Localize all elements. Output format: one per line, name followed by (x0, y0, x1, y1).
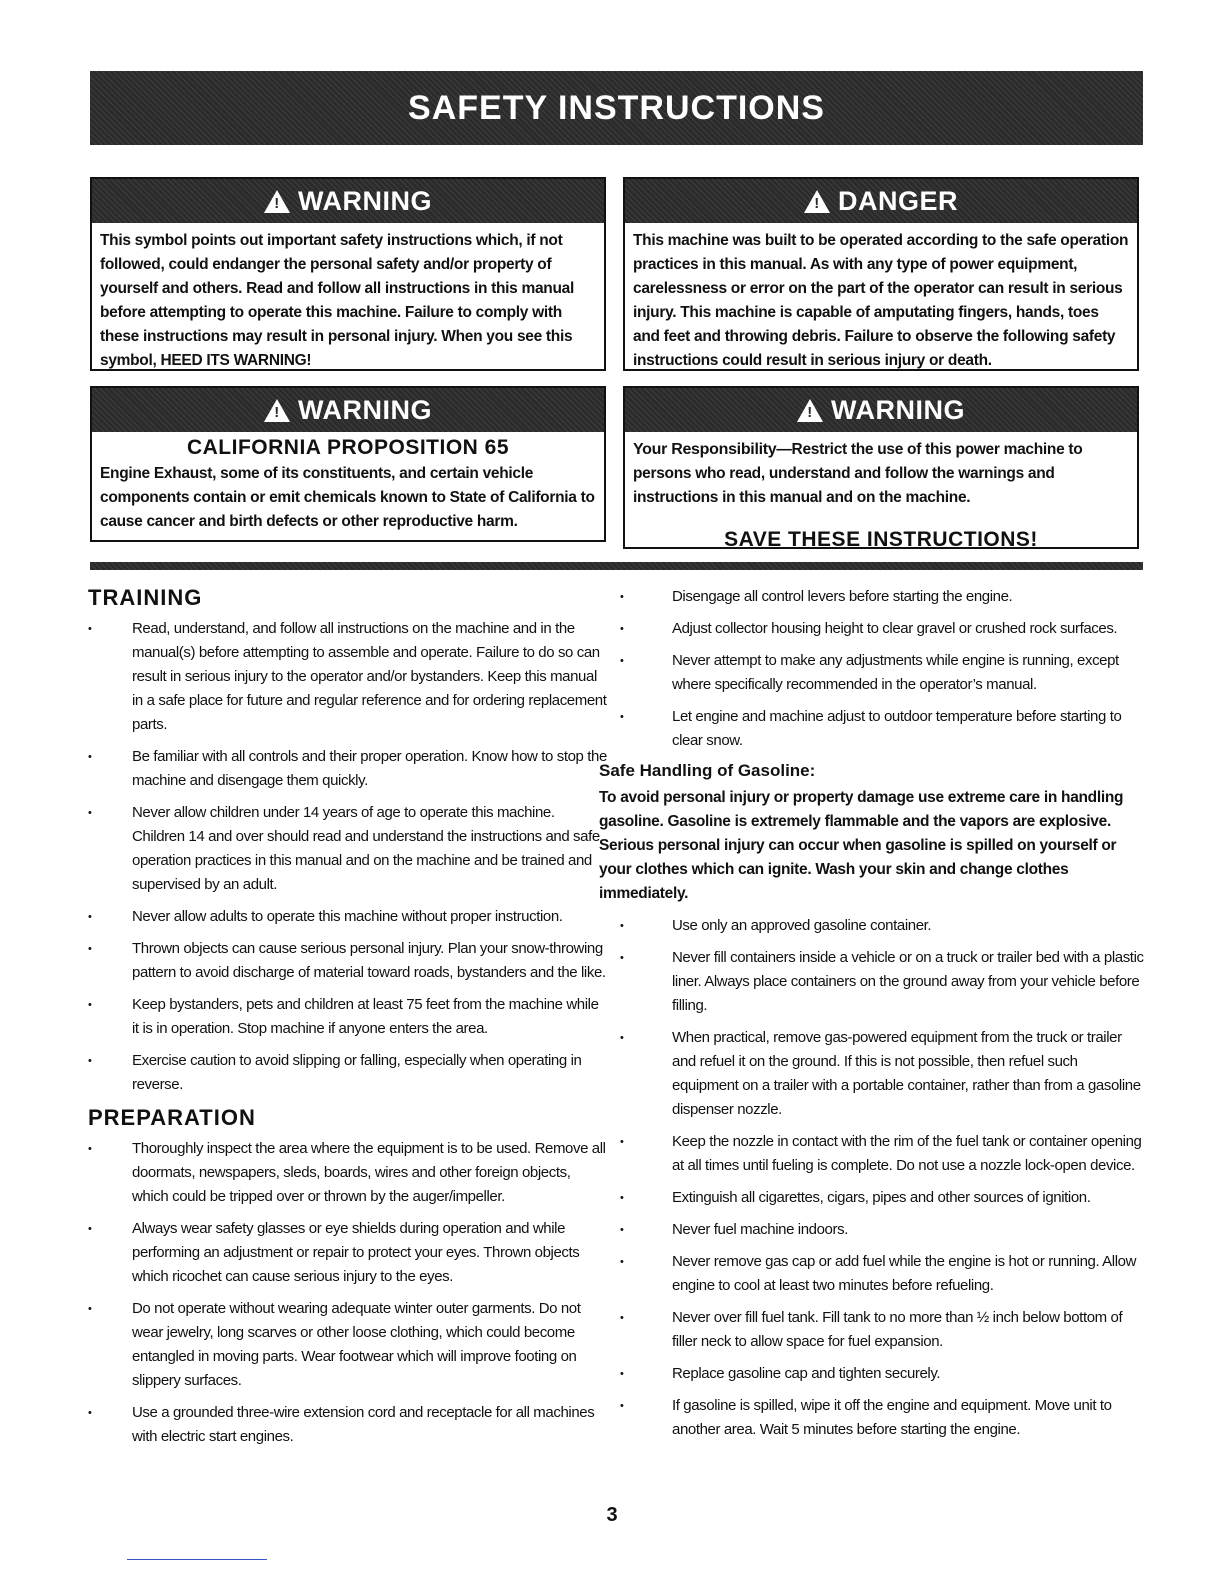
list-item: • Let engine and machine adjust to outdoor temperature before starting to clear snow. (620, 705, 1145, 753)
danger-header-label: DANGER (837, 185, 958, 216)
preparation-list (88, 1137, 608, 1449)
warning-header (625, 388, 1137, 432)
page-number: 3 (606, 1504, 618, 1526)
warning-header-label: WARNING (298, 394, 432, 425)
danger-header (625, 179, 1137, 223)
list-item: • Never allow adults to operate this machine without proper instruction. (88, 905, 608, 929)
responsibility-text (625, 432, 1137, 516)
section-divider (90, 562, 1143, 570)
list-item: • Thrown objects can cause serious personal injury. Plan your snow-throwing pattern to avoid discharge of material toward roads, bystanders and the like. (88, 937, 608, 985)
left-column (88, 585, 608, 1457)
list-item: • Keep the nozzle in contact with the rim of the fuel tank or container opening at all times until fueling is complete. Do not use a nozzle lock-open device. (620, 1130, 1145, 1178)
preparation-continued-list (620, 585, 1145, 753)
training-heading: TRAINING (88, 585, 203, 610)
danger-notice (623, 177, 1139, 371)
warning-triangle-icon: ! (797, 399, 823, 422)
list-item: • Disengage all control levers before starting the engine. (620, 585, 1145, 609)
training-list (88, 617, 608, 1097)
list-item: • Read, understand, and follow all instructions on the machine and in the manual(s) before attempting to assemble and operate. Failure to do so can result in serious injury to the operator and/or bystanders. Keep this manual in a safe place for future and regular reference and for ordering replacement parts. (88, 617, 608, 737)
list-item: • Always wear safety glasses or eye shields during operation and while performing an adjustment or repair to protect your eyes. Thrown objects which ricochet can cause serious injury to the eyes. (88, 1217, 608, 1289)
preparation-heading: PREPARATION (88, 1105, 256, 1130)
list-item: • Extinguish all cigarettes, cigars, pipes and other sources of ignition. (620, 1186, 1145, 1210)
save-instructions-label: SAVE THESE INSTRUCTIONS! (724, 528, 1038, 551)
warning-notice-responsibility (623, 386, 1139, 549)
list-item: • When practical, remove gas-powered equipment from the truck or trailer and refuel it on the ground. If this is not possible, then refuel such equipment on a trailer with a portable container, rather than from a gasoline dispenser nozzle. (620, 1026, 1145, 1122)
gasoline-intro: To avoid personal injury or property damage use extreme care in handling gasoline. Gasoline is extremely flammable and the vapors are explosive. Serious personal injury can occur when gasoline is spilled on yourself or your clothes which can ignite. Wash your skin and change clothes immediately. (599, 789, 1124, 902)
responsibility-title: Your Responsibility (633, 441, 777, 458)
list-item: • Never remove gas cap or add fuel while the engine is hot or running. Allow engine to cool at least two minutes before refueling. (620, 1250, 1145, 1298)
warning-triangle-icon: ! (264, 190, 290, 213)
warning-triangle-icon: ! (264, 399, 290, 422)
list-item: • Never over fill fuel tank. Fill tank to no more than ½ inch below bottom of filler neck to allow space for fuel expansion. (620, 1306, 1145, 1354)
prop65-text: Engine Exhaust, some of its constituents, and certain vehicle components contain or emit chemicals known to State of California to cause cancer and birth defects or other reproductive harm. (100, 465, 595, 530)
safety-instructions-banner (90, 71, 1143, 145)
list-item: • Never fuel machine indoors. (620, 1218, 1145, 1242)
footer-rule (127, 1559, 267, 1560)
right-column (599, 585, 1145, 1450)
responsibility-body: —Restrict the use of this power machine to persons who read, understand and follow the warnings and instructions in this manual and on the machine. (633, 441, 1083, 506)
warning-text: This symbol points out important safety instructions which, if not followed, could endanger the personal safety and/or property of yourself and others. Read and follow all instructions in this manual before attempting to operate this machine. Failure to comply with these instructions may result in personal injury. When you see this symbol, HEED ITS WARNING! (100, 232, 574, 369)
prop65-subtitle: CALIFORNIA PROPOSITION 65 (186, 436, 510, 459)
list-item: • Use a grounded three-wire extension cord and receptacle for all machines with electric start engines. (88, 1401, 608, 1449)
list-item: • Adjust collector housing height to clear gravel or crushed rock surfaces. (620, 617, 1145, 641)
list-item: • Keep bystanders, pets and children at least 75 feet from the machine while it is in operation. Stop machine if anyone enters the area. (88, 993, 608, 1041)
list-item: • Never fill containers inside a vehicle or on a truck or trailer bed with a plastic liner. Always place containers on the ground away from your vehicle before filling. (620, 946, 1145, 1018)
list-item: • If gasoline is spilled, wipe it off the engine and equipment. Move unit to another area. Wait 5 minutes before starting the engine. (620, 1394, 1145, 1442)
list-item: • Never attempt to make any adjustments while engine is running, except where specifically recommended in the operator’s manual. (620, 649, 1145, 697)
gasoline-heading: Safe Handling of Gasoline: (599, 761, 816, 780)
gasoline-list (620, 914, 1145, 1442)
warning-header (92, 179, 604, 223)
list-item: • Replace gasoline cap and tighten securely. (620, 1362, 1145, 1386)
list-item: • Exercise caution to avoid slipping or falling, especially when operating in reverse. (88, 1049, 608, 1097)
list-item: • Never allow children under 14 years of age to operate this machine. Children 14 and over should read and understand the instructions and safe operation practices in this manual and on the machine and be trained and supervised by an adult. (88, 801, 608, 897)
warning-header-label: WARNING (831, 394, 965, 425)
list-item: • Do not operate without wearing adequate winter outer garments. Do not wear jewelry, long scarves or other loose clothing, which could become entangled in moving parts. Wear footwear which will improve footing on slippery surfaces. (88, 1297, 608, 1393)
warning-header-label: WARNING (298, 185, 432, 216)
list-item: • Use only an approved gasoline container. (620, 914, 1145, 938)
list-item: • Be familiar with all controls and their proper operation. Know how to stop the machine and disengage them quickly. (88, 745, 608, 793)
warning-notice-prop65 (90, 386, 606, 542)
warning-notice-symbol (90, 177, 606, 371)
list-item: • Thoroughly inspect the area where the equipment is to be used. Remove all doormats, newspapers, sleds, boards, wires and other foreign objects, which could be tripped over or thrown by the auger/impeller. (88, 1137, 608, 1209)
banner-title: SAFETY INSTRUCTIONS (408, 88, 825, 127)
warning-header (92, 388, 604, 432)
danger-text: This machine was built to be operated according to the safe operation practices in this manual. As with any type of power equipment, carelessness or error on the part of the operator can result in serious injury. This machine is capable of amputating fingers, hands, toes and feet and throwing debris. Failure to observe the following safety instructions could result in serious injury or death. (633, 232, 1129, 369)
danger-triangle-icon: ! (804, 190, 830, 213)
